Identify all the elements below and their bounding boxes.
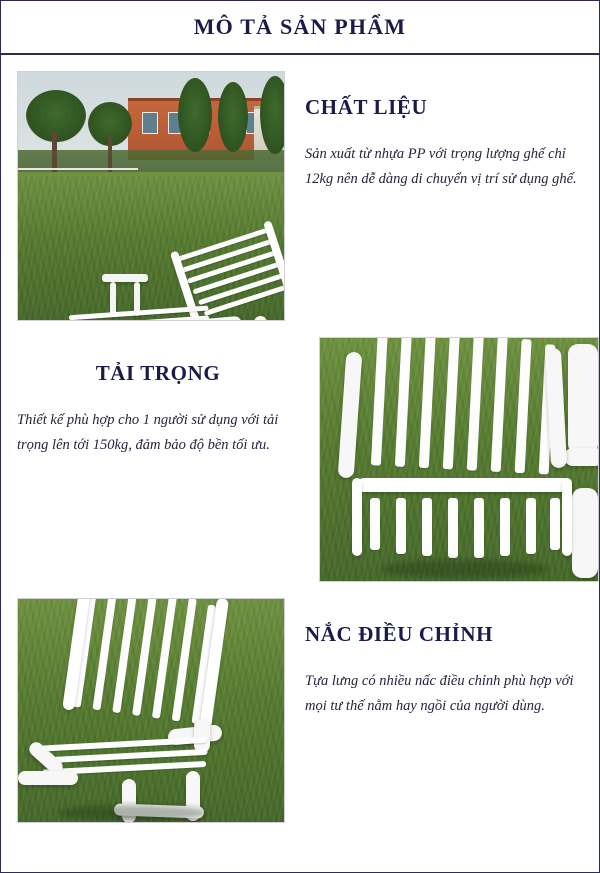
section-text-tai-trong	[1, 337, 311, 458]
product-photo-nac-dieu-chinh	[17, 598, 285, 823]
section-body-nac-dieu-chinh: Tựa lưng có nhiều nấc điều chỉnh phù hợp với mọi tư thế nằm hay ngồi của người dùng.	[305, 673, 574, 714]
section-title-tai-trong: TẢI TRỌNG	[95, 361, 221, 385]
page-header	[1, 1, 599, 55]
section-text-chat-lieu	[285, 71, 599, 192]
product-photo-chat-lieu	[17, 71, 285, 321]
section-title-chat-lieu: CHẤT LIỆU	[305, 95, 428, 119]
section-chat-lieu	[1, 71, 599, 321]
section-body-chat-lieu: Sản xuất từ nhựa PP với trọng lượng ghế chỉ 12kg nên dễ dàng di chuyển vị trí sử dụng ghế.	[305, 146, 577, 187]
section-text-nac-dieu-chinh	[285, 598, 599, 719]
product-photo-tai-trong	[319, 337, 599, 582]
section-title-nac-dieu-chinh: NẮC ĐIỀU CHỈNH	[305, 622, 494, 646]
section-nac-dieu-chinh	[1, 598, 599, 823]
section-body-tai-trong: Thiết kế phù hợp cho 1 người sử dụng với tải trọng lên tới 150kg, đảm bảo độ bền tối ưu.	[17, 412, 279, 453]
page-title: MÔ TẢ SẢN PHẨM	[193, 14, 407, 39]
section-tai-trong	[1, 337, 599, 582]
